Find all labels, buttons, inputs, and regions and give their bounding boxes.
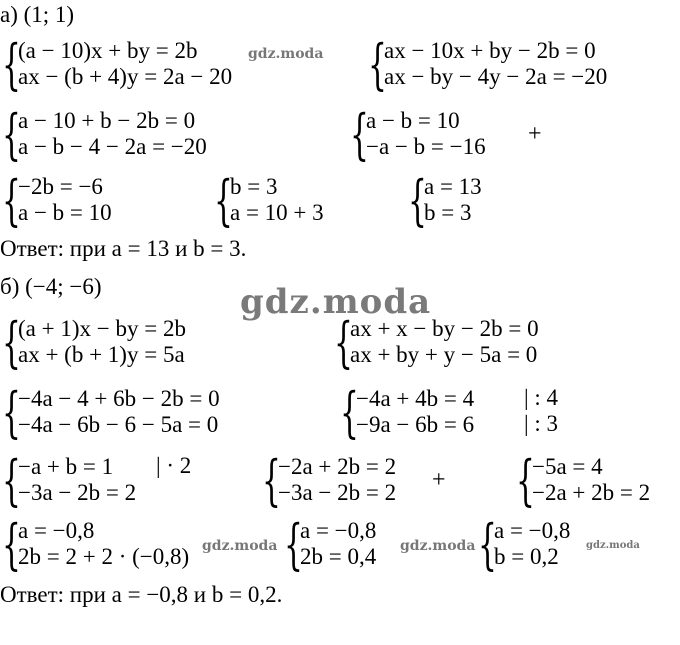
- equation: −9a − 6b = 6: [356, 412, 475, 437]
- equation: a − b = 10: [18, 200, 112, 225]
- equation: −a − b = −16: [366, 134, 486, 159]
- equation: a = 13: [424, 174, 482, 199]
- equation: a − 10 + b − 2b = 0: [18, 108, 196, 133]
- brace: {: [2, 449, 21, 512]
- equation: b = 3: [424, 200, 472, 225]
- brace: {: [350, 103, 369, 166]
- brace: {: [2, 33, 21, 96]
- equation: −4a − 6b − 6 − 5a = 0: [18, 412, 219, 437]
- equation: a = −0,8: [494, 518, 571, 543]
- brace: {: [214, 169, 233, 232]
- watermark: gdz.moda: [400, 538, 476, 554]
- watermark: gdz.moda: [202, 538, 278, 554]
- equation: −3a − 2b = 2: [18, 480, 137, 505]
- equation: 2b = 2 + 2 · (−0,8): [18, 544, 190, 569]
- equation: −a + b = 1: [18, 454, 114, 479]
- divide-mark: | : 4: [524, 385, 558, 410]
- brace: {: [408, 169, 427, 232]
- brace: {: [2, 381, 21, 444]
- equation: ax − (b + 4)y = 2a − 20: [18, 64, 233, 89]
- watermark: gdz.moda: [586, 540, 640, 551]
- equation: ax + by + y − 5a = 0: [350, 342, 538, 367]
- brace: {: [262, 449, 281, 512]
- brace: {: [2, 513, 21, 576]
- addition-mark: +: [432, 467, 446, 493]
- equation: −2a + 2b = 2: [532, 480, 651, 505]
- equation: (a + 1)x − by = 2b: [18, 316, 186, 341]
- brace: {: [284, 513, 303, 576]
- equation: a = 10 + 3: [230, 200, 324, 225]
- brace: {: [2, 169, 21, 232]
- equation: ax + x − by − 2b = 0: [350, 316, 539, 341]
- equation: (a − 10)x + by = 2b: [18, 38, 198, 63]
- equation: a − b = 10: [366, 108, 460, 133]
- equation: a = −0,8: [300, 518, 377, 543]
- brace: {: [340, 381, 359, 444]
- equation: −4a + 4b = 4: [356, 386, 475, 411]
- brace: {: [2, 311, 21, 374]
- equation: a = −0,8: [18, 518, 95, 543]
- part-a-answer: Ответ: при a = 13 и b = 3.: [0, 236, 247, 261]
- addition-mark: +: [528, 121, 542, 147]
- brace: {: [478, 513, 497, 576]
- equation: −2b = −6: [18, 174, 103, 199]
- divide-mark: | : 3: [524, 411, 558, 436]
- multiply-mark: | · 2: [156, 453, 192, 478]
- brace: {: [334, 311, 353, 374]
- equation: b = 0,2: [494, 544, 559, 569]
- equation: −4a − 4 + 6b − 2b = 0: [18, 386, 220, 411]
- brace: {: [2, 103, 21, 166]
- watermark: gdz.moda: [248, 46, 324, 62]
- part-a-heading: а) (1; 1): [0, 2, 75, 27]
- brace: {: [368, 33, 387, 96]
- equation: −2a + 2b = 2: [278, 454, 397, 479]
- brace: {: [516, 449, 535, 512]
- equation: −5a = 4: [532, 454, 603, 479]
- equation: 2b = 0,4: [300, 544, 377, 569]
- equation: a − b − 4 − 2a = −20: [18, 134, 207, 159]
- equation: −3a − 2b = 2: [278, 480, 397, 505]
- equation: ax − by − 4y − 2a = −20: [384, 64, 608, 89]
- equation: b = 3: [230, 174, 278, 199]
- equation: ax + (b + 1)y = 5a: [18, 342, 185, 367]
- part-b-answer: Ответ: при a = −0,8 и b = 0,2.: [0, 582, 283, 607]
- part-b-heading: б) (−4; −6): [0, 274, 102, 299]
- watermark-large: gdz.moda: [240, 282, 432, 322]
- equation: ax − 10x + by − 2b = 0: [384, 38, 596, 63]
